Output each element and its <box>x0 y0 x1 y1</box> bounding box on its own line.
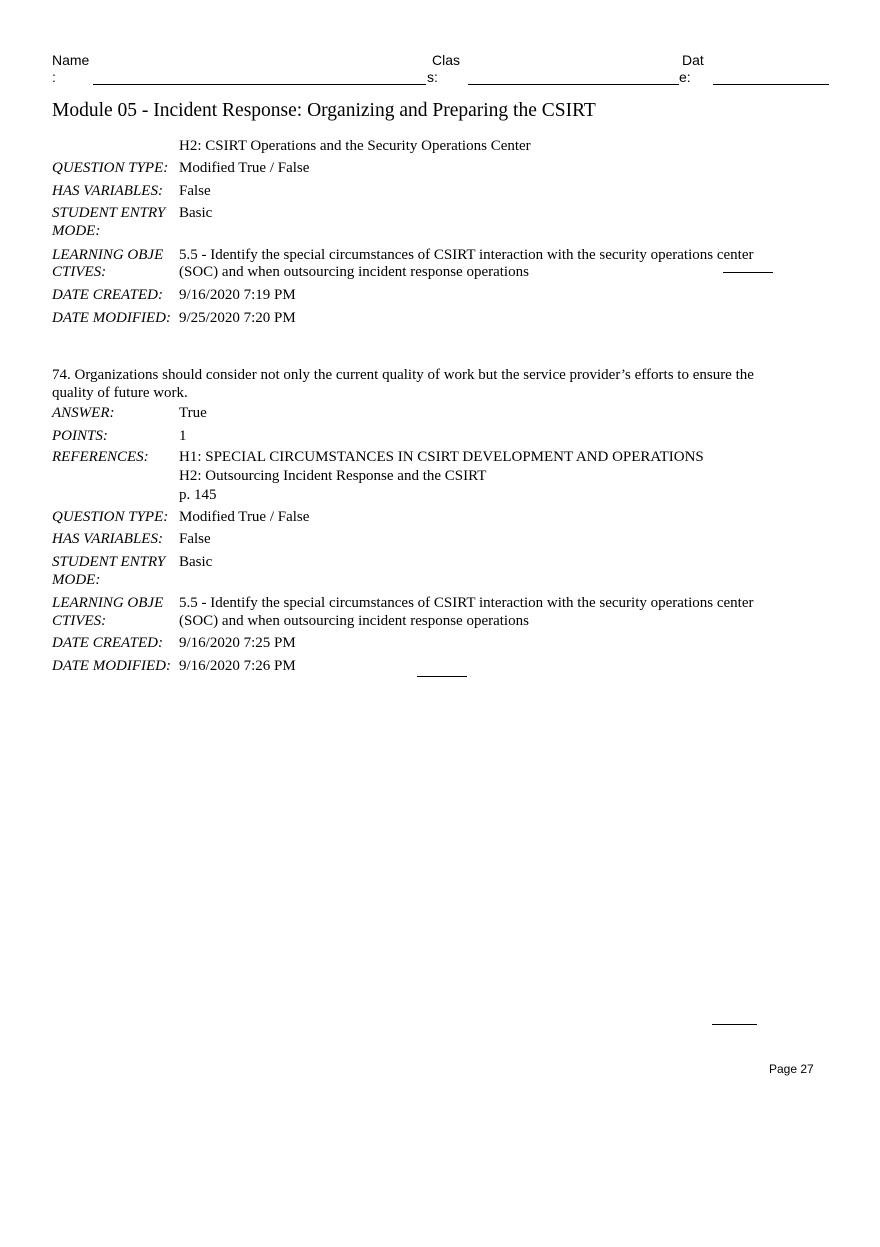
blank-line-2 <box>417 676 467 677</box>
name-label-bottom: : <box>52 69 56 85</box>
question-text-line-2: quality of future work. <box>52 385 188 401</box>
date-label-top: Dat <box>682 52 704 68</box>
date-label-bottom: e: <box>679 69 691 85</box>
class-label-bottom: s: <box>427 69 438 85</box>
page-number: Page 27 <box>769 1062 814 1076</box>
class-field-line[interactable] <box>468 84 679 85</box>
name-field-line[interactable] <box>93 84 426 85</box>
question-text-line-1: 74. Organizations should consider not only the current quality of work but the service provider’s efforts to ensure the <box>52 367 754 383</box>
date-field-line[interactable] <box>713 84 829 85</box>
class-label-top: Clas <box>432 52 461 68</box>
blank-line-1 <box>723 272 773 273</box>
blank-line-3 <box>712 1024 757 1025</box>
name-label-top: Name <box>52 52 90 68</box>
module-title: Module 05 - Incident Response: Organizing and Preparing the CSIRT <box>52 100 596 121</box>
